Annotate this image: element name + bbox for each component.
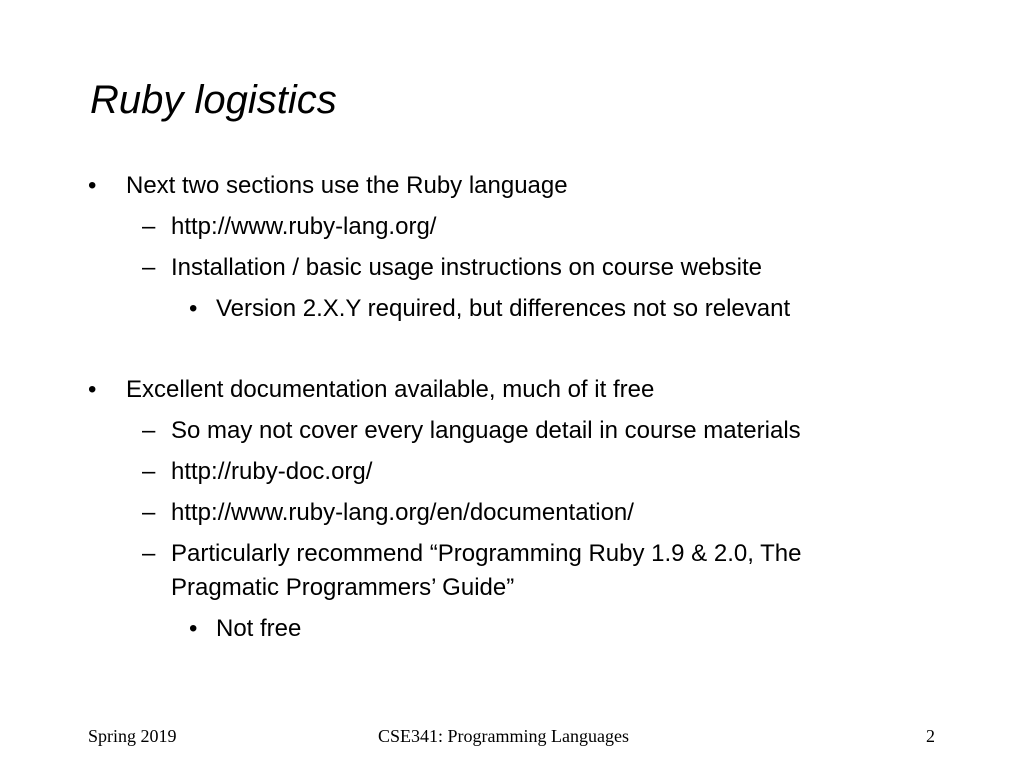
- bullet-marker: •: [88, 172, 97, 199]
- bullet-text: Excellent documentation available, much of it free: [126, 376, 655, 403]
- bullet-marker: •: [88, 376, 97, 403]
- sub-sub-bullet-marker: •: [189, 295, 198, 322]
- ruby-doc-link: http://ruby-doc.org/: [171, 458, 373, 485]
- dash-marker: –: [142, 499, 156, 526]
- slide-number: 2: [926, 726, 935, 746]
- ruby-documentation-link: http://www.ruby-lang.org/en/documentation/: [171, 499, 634, 526]
- dash-marker: –: [142, 540, 156, 567]
- dash-marker: –: [142, 458, 156, 485]
- footer-course: CSE341: Programming Languages: [378, 726, 629, 746]
- sub-sub-bullet-marker: •: [189, 615, 198, 642]
- footer-date: Spring 2019: [88, 726, 177, 746]
- sub-bullet-text: Particularly recommend “Programming Ruby 1.9 & 2.0, The: [171, 540, 802, 567]
- sub-bullet-text: Installation / basic usage instructions on course website: [171, 254, 762, 281]
- dash-marker: –: [142, 417, 156, 444]
- dash-marker: –: [142, 254, 156, 281]
- slide-title: Ruby logistics: [90, 78, 337, 122]
- sub-sub-bullet-text: Version 2.X.Y required, but differences not so relevant: [216, 295, 791, 322]
- sub-bullet-text: So may not cover every language detail in course materials: [171, 417, 801, 444]
- bullet-text: Next two sections use the Ruby language: [126, 172, 568, 199]
- sub-bullet-continuation: Pragmatic Programmers’ Guide”: [171, 574, 515, 601]
- dash-marker: –: [142, 213, 156, 240]
- ruby-lang-link: http://www.ruby-lang.org/: [171, 213, 437, 240]
- sub-sub-bullet-text: Not free: [216, 615, 302, 642]
